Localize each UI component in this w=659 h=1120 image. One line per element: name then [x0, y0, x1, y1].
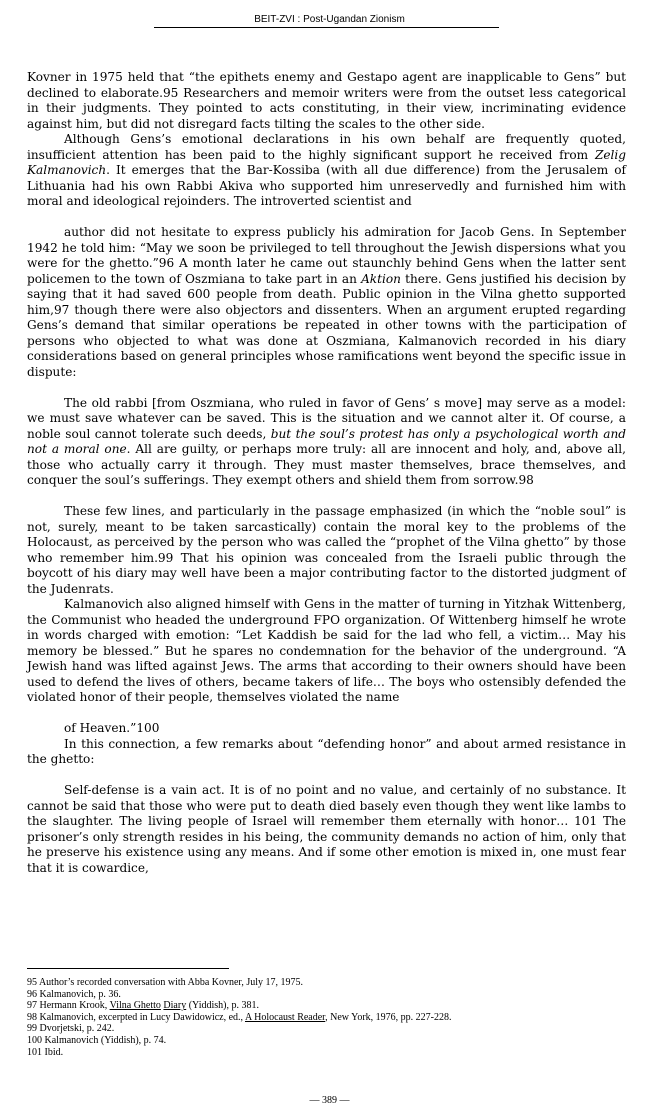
paragraph: of Heaven.”100: [64, 721, 160, 735]
paragraph: Kovner in 1975 held that “the epithets enemy and Gestapo agent are inapplicable to Gens” but declined to elaborate.95 Researchers and memoir writers were from the outset less categorical in their judgments. They pointed to acts constituting, in their view, incriminating evidence against him, but did not disregard facts tilting the scales to the other side.: [27, 70, 626, 131]
footnote: 96 Kalmanovich, p. 36.: [27, 988, 121, 1000]
emphasis: Aktion: [361, 271, 401, 286]
block-quote: The old rabbi [from Oszmiana, who ruled in favor of Gens’ s move] may serve as a model: we must save whatever can be saved. This is the situation and we cannot alter it. Of course, a noble soul cannot tolerate such deeds, but the soul’s protest has only a psychological worth and not a moral one. All are guilty, or perhaps more truly: all are innocent and holy, and, above all, those who actually carry it through. They must master themselves, brace themselves, and conquer the soul’s sufferings. They exempt others and shield them from sorrow.98: [27, 395, 627, 487]
footnote-rule: [27, 968, 229, 969]
header-rule: [154, 27, 499, 28]
block-quote: Self-defense is a vain act. It is of no point and no value, and certainly of no substance. It cannot be said that those who were put to death died basely even though they went like lambs to the slaughter. The living people of Israel will remember them eternally with honor… 101 The prisoner’s only strength resides in his being, the community demands no action of him, only that he preserve his existence using any means. And if some other emotion is mixed in, one must fear that it is cowardice,: [27, 783, 626, 875]
paragraph: Kalmanovich also aligned himself with Gens in the matter of turning in Yitzhak Wittenberg, the Communist who headed the underground FPO organization. Of Wittenberg himself he wrote in words charged with emotion: “Let Kaddish be said for the lad who fell, a victim… May his memory be blessed.” But he spares no condemnation for the behavior of the underground. “A Jewish hand was lifted against Jews. The arms that according to their owners should have been used to defend the lives of others, became takers of life… The boys who ostensibly defended the violated honor of their people, themselves violated the name: [27, 597, 626, 704]
body-text: [27, 70, 626, 876]
paragraph: author did not hesitate to express publicly his admiration for Jacob Gens. In September 1942 he told him: “May we soon be privileged to tell throughout the Jewish dispersions what you were for the ghetto.”96 A month later he came out staunchly behind Gens when the latter sent policemen to the town of Oszmiana to take part in an Aktion there. Gens justified his decision by saying that it had saved 600 people from death. Public opinion in the Vilna ghetto supported him,97 though there were also objectors and dissenters. When an argument erupted regarding Gens’s demand that similar operations be repeated in other towns with the participation of persons who objected to what was done at Oszmiana, Kalmanovich recorded in his diary considerations based on general principles whose ramifications went beyond the specific issue in dispute:: [27, 225, 627, 379]
footnotes: [27, 977, 626, 1058]
emphasis: Zelig Kalmanovich: [27, 147, 626, 177]
footnote: 99 Dvorjetski, p. 242.: [27, 1023, 115, 1035]
paragraph: In this connection, a few remarks about “defending honor” and about armed resistance in the ghetto:: [27, 736, 626, 766]
footnote: 101 Ibid.: [27, 1046, 64, 1058]
footnote: 95 Author’s recorded conversation with Abba Kovner, July 17, 1975.: [27, 977, 304, 988]
footnote: 98 Kalmanovich, excerpted in Lucy Dawidowicz, ed., A Holocaust Reader, New York, 1976, pp. 227-228.: [27, 1011, 452, 1023]
paragraph: These few lines, and particularly in the passage emphasized (in which the “noble soul” is not, surely, meant to be taken sarcastically) contain the moral key to the problems of the Holocaust, as perceived by the person who was called the “prophet of the Vilna ghetto” by those who remember him.99 That his opinion was concealed from the Israeli public through the boycott of his diary may well have been a major contributing factor to the distorted judgment of the Judenrats.: [27, 504, 626, 596]
emphasis: but the soul’s protest has only a psychological worth and not a moral one: [27, 426, 627, 456]
page-number: — 389 —: [309, 1095, 350, 1106]
footnote: 97 Hermann Krook, Vilna Ghetto Diary (Yiddish), p. 381.: [27, 1000, 259, 1012]
footnote: 100 Kalmanovich (Yiddish), p. 74.: [27, 1034, 167, 1046]
running-header: BEIT-ZVI : Post-Ugandan Zionism: [254, 14, 405, 25]
paragraph: Although Gens’s emotional declarations in his own behalf are frequently quoted, insufficient attention has been paid to the highly significant support he received from Zelig Kalmanovich. It emerges that the Bar-Kossiba (with all due difference) from the Jerusalem of Lithuania had his own Rabbi Akiva who supported him unreservedly and furnished him with moral and ideological rejoinders. The introverted scientist and: [27, 132, 626, 208]
